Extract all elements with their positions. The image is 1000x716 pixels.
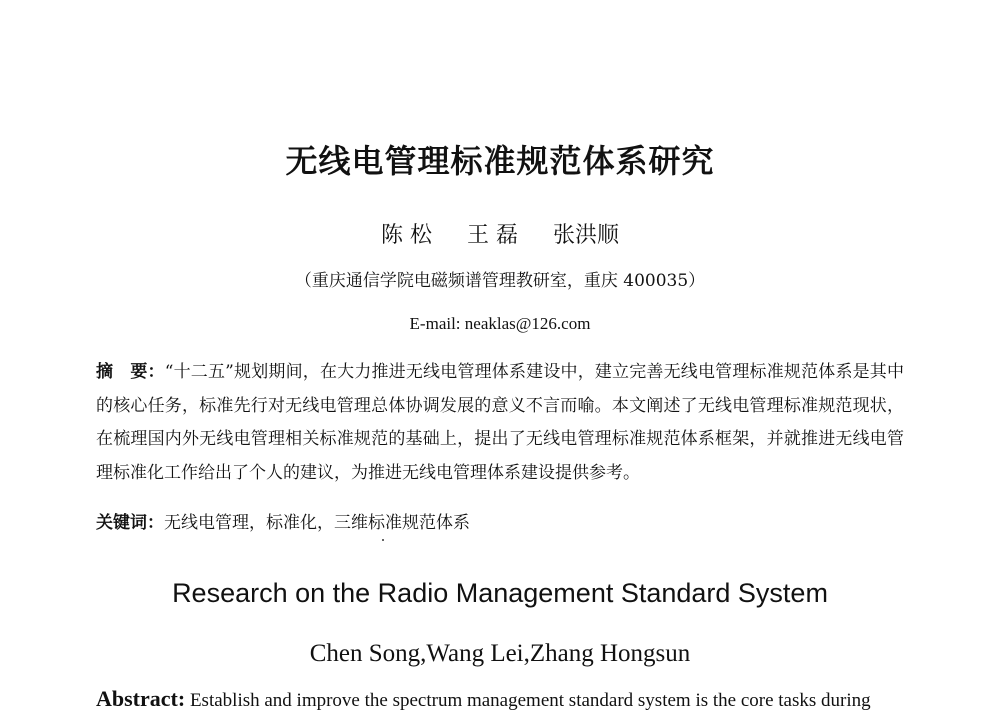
scan-speck bbox=[382, 539, 384, 541]
author-name: 王 磊 bbox=[466, 223, 518, 248]
affiliation-cn: （重庆通信学院电磁频谱管理教研室，重庆 400035） bbox=[294, 271, 706, 291]
author-list-cn bbox=[0, 218, 1000, 249]
author-list-en: Chen Song,Wang Lei,Zhang Hongsun bbox=[309, 640, 691, 667]
keywords-cn bbox=[96, 508, 904, 538]
keywords-label-cn: 关键词： bbox=[96, 513, 164, 533]
abstract-cn bbox=[96, 356, 904, 490]
author-name: 陈 松 bbox=[380, 223, 432, 248]
abstract-text-cn: “十二五”规划期间，在大力推进无线电管理体系建设中，建立完善无线电管理标准规范体系是其中的核心任务，标准先行对无线电管理总体协调发展的意义不言而喻。本文阐述了无线电管理标准规范现状，在梳理国内外无线电管理相关标准规范的基础上，提出了无线电管理标准规范体系框架，并就推进无线电管理标准化工作给出了个人的建议，为推进无线电管理体系建设提供参考。 bbox=[96, 362, 904, 483]
abstract-label-en: Abstract: bbox=[96, 686, 186, 711]
keywords-text-cn: 无线电管理，标准化，三维标准规范体系 bbox=[164, 513, 470, 533]
abstract-en bbox=[96, 686, 916, 712]
abstract-text-en: Establish and improve the spectrum management standard system is the core tasks during bbox=[189, 690, 871, 711]
paper-title-en: Research on the Radio Management Standard System bbox=[172, 578, 828, 608]
author-name: 张洪顺 bbox=[552, 223, 619, 248]
paper-title-cn: 无线电管理标准规范体系研究 bbox=[285, 142, 715, 180]
abstract-label-cn: 摘 要： bbox=[96, 362, 165, 382]
author-email: E-mail: neaklas@126.com bbox=[409, 314, 591, 333]
